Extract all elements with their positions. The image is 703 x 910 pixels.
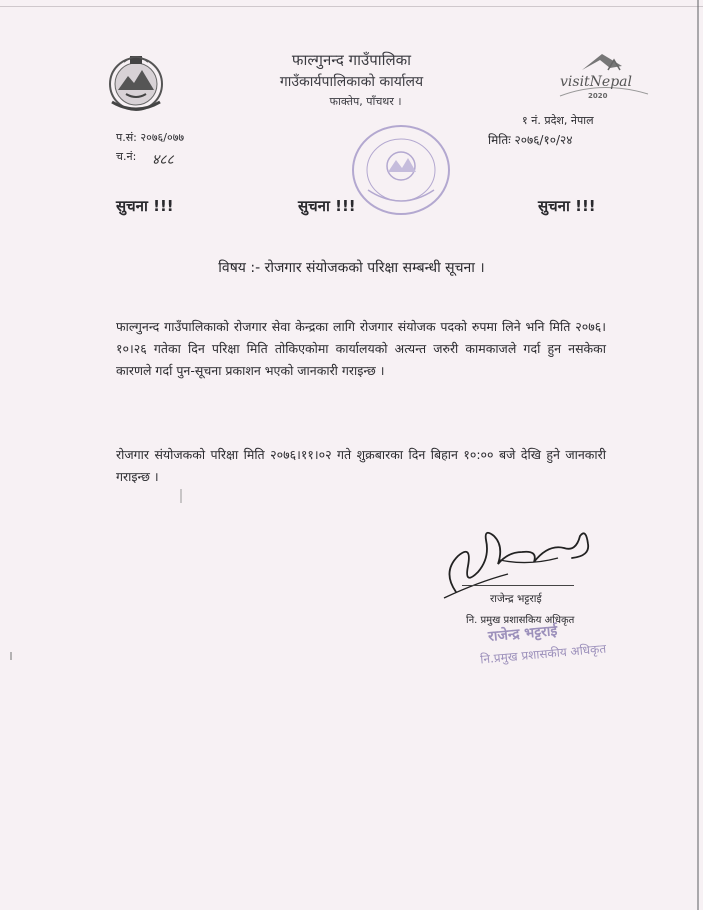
body-paragraph-1: फाल्गुनन्द गाउँपालिकाको रोजगार सेवा केन्द्रका लागि रोजगार संयोजक पदको रुपमा लिने भनि मिति २०७६।१०।२६ गतेका दिन परिक्षा मिति तोकिएकोमा कार्यालयको अत्यन्त जरुरी कामकाजले गर्दा हुन नसकेका कारणले गर्दा पुन-सूचना प्रकाशन भएको जानकारी गराइन्छ । xyxy=(116,319,606,378)
signature-stamp-role: नि.प्रमुख प्रशासकीय अधिकृत xyxy=(479,641,607,667)
visit-nepal-text: visitNepal xyxy=(560,74,632,90)
org-name: फाल्गुनन्द गाउँपालिका xyxy=(291,51,412,69)
signatory-role: नि. प्रमुख प्रशासकिय अधिकृत xyxy=(466,615,575,626)
notice-label-left: सुचना !!! xyxy=(116,197,174,215)
dispatch-label: च.नं: xyxy=(116,150,137,163)
edge-mark xyxy=(8,652,14,660)
notice-label-right: सुचना !!! xyxy=(538,197,596,215)
body-paragraph-2: रोजगार संयोजकको परिक्षा मिति २०७६।११।०२ गते शुक्रबारका दिन बिहान १०:०० बजे देखि हुने जानकारी गराइन्छ । xyxy=(116,447,606,484)
signatory-name: राजेन्द्र भट्टराई xyxy=(490,593,542,605)
office-address: फाक्तेप, पाँचथर । xyxy=(329,95,402,108)
visit-nepal-year: 2020 xyxy=(588,92,608,100)
dispatch-number: ४८८ xyxy=(152,152,174,168)
scan-top-edge xyxy=(0,6,703,7)
office-name: गाउँकार्यपालिकाको कार्यालय xyxy=(279,74,424,90)
pen-mark xyxy=(178,488,184,504)
province-text: १ नं. प्रदेश, नेपाल xyxy=(522,114,594,127)
scan-right-edge xyxy=(697,0,699,910)
signature-stamp-name: राजेन्द्र भट्टराई xyxy=(487,623,558,645)
office-seal-icon xyxy=(348,120,454,220)
notice-label-center: सुचना !!! xyxy=(298,197,356,215)
letter-reference-number: प.सं: २०७६/०७७ xyxy=(116,131,185,144)
signature-line xyxy=(462,585,574,586)
notice-subject: विषय :- रोजगार संयोजकको परिक्षा सम्बन्धी सूचना । xyxy=(218,260,485,276)
handwritten-signature-icon xyxy=(438,522,598,602)
letter-date: मितिः २०७६/१०/२४ xyxy=(488,133,573,147)
